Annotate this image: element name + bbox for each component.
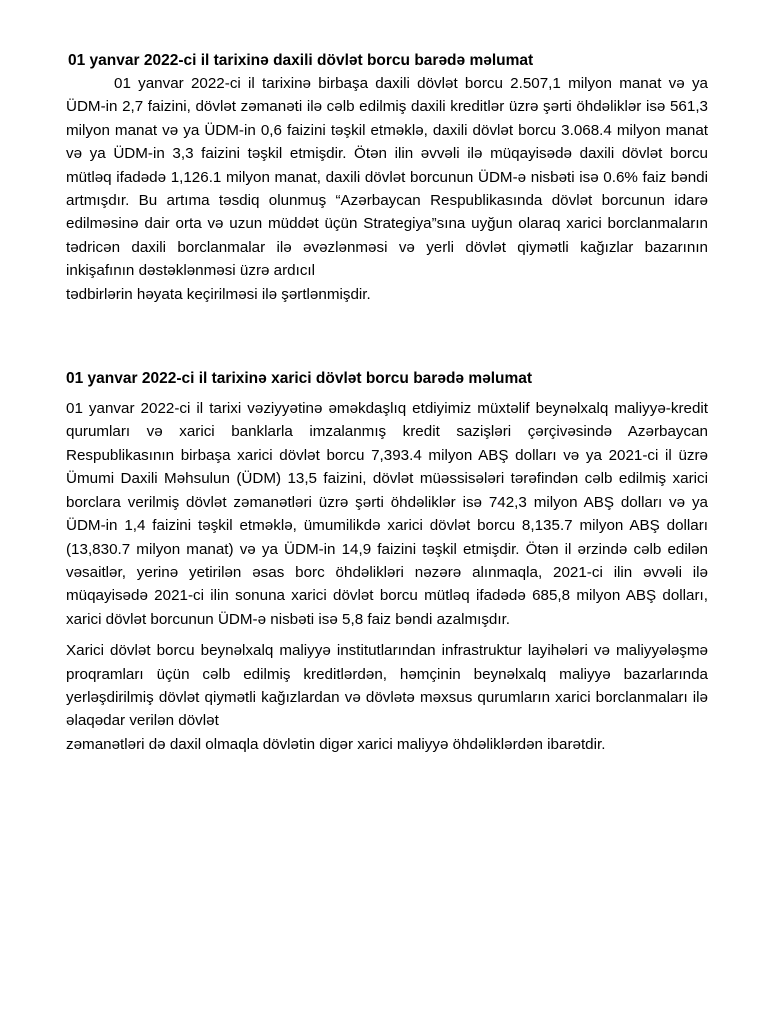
domestic-debt-paragraph-tail: tədbirlərin həyata keçirilməsi ilə şərtlənmişdir. (66, 285, 371, 303)
external-debt-paragraph-2: Xarici dövlət borcu beynəlxalq maliyyə institutlarından infrastruktur layihələri və maliyyələşmə proqramları üçün cəlb edilmiş kreditlərdən, həmçinin beynəlxalq maliyyə bazarlarında yerləşdirilmiş dövlət qiymətli kağızlardan və dövlətə məxsus qurumların xarici borclanmaları ilə əlaqədar verilən dövlət (66, 642, 708, 730)
domestic-debt-heading: 01 yanvar 2022-ci il tarixinə daxili dövlət borcu barədə məlumat (68, 52, 534, 69)
external-debt-heading: 01 yanvar 2022-ci il tarixinə xarici dövlət borcu barədə məlumat (66, 370, 533, 388)
section-spacer (66, 306, 708, 368)
paragraph-spacer (66, 631, 708, 639)
heading-spacer (66, 390, 708, 397)
domestic-debt-paragraph: 01 yanvar 2022-ci il tarixinə birbaşa daxili dövlət borcu 2.507,1 milyon manat və ya ÜDM-in 2,7 faizini, dövlət zəmanəti ilə cəlb edilmiş daxili kreditlər üzrə şərti öhdəliklər isə 561,3 milyon manat və ya ÜDM-in 0,6 faizini təşkil etməklə, daxili dövlət borcu 3.068.4 milyon manat və ya ÜDM-in 3,3 faizini təşkil etmişdir. Ötən ilin əvvəli ilə müqayisədə daxili dövlət borcu mütləq ifadədə 1,126.1 milyon manat, daxili dövlət borcunun ÜDM-ə nisbəti isə 0.6% faiz bəndi artmışdır. Bu artıma təsdiq olunmuş “Azərbaycan Respublikasında dövlət borcunun idarə edilməsinə dair orta və uzun müddət üçün Strategiya”sına uyğun olaraq xarici borclanmaların tədricən daxili borclanmalar ilə əvəzlənməsi və yerli dövlət qiymətli kağızlar bazarının inkişafının dəstəklənməsi üzrə ardıcıl (66, 75, 708, 280)
document-page (66, 50, 708, 756)
external-debt-paragraph-2-tail: zəmanətləri də daxil olmaqla dövlətin digər xarici maliyyə öhdəliklərdən ibarətdir. (66, 735, 606, 753)
external-debt-paragraph-1: 01 yanvar 2022-ci il tarixi vəziyyətinə əməkdaşlıq etdiyimiz müxtəlif beynəlxalq maliyyə-kredit qurumları və xarici banklarla imzalanmış kredit sazişləri çərçivəsində Azərbaycan Respublikasının birbaşa xarici dövlət borcu 7,393.4 milyon ABŞ dolları və ya 2021-ci il üzrə Ümumi Daxili Məhsulun (ÜDM) 13,5 faizini, dövlət müəssisələri tərəfindən cəlb edilmiş xarici borclara verilmiş dövlət zəmanətləri üzrə şərti öhdəliklər isə 742,3 milyon ABŞ dolları və ya ÜDM-in 1,4 faizini təşkil etməklə, ümumilikdə xarici dövlət borcu 8,135.7 milyon ABŞ dolları (13,830.7 milyon manat) və ya ÜDM-in 14,9 faizini təşkil etmişdir. Ötən il ərzində cəlb edilən vəsaitlər, yerinə yetirilən əsas borc öhdəlikləri nəzərə alınmaqla, 2021-ci ilin əvvəli ilə müqayisədə 2021-ci ilin sonuna xarici dövlət borcu mütləq ifadədə 685,8 milyon ABŞ dolları, xarici dövlət borcunun ÜDM-ə nisbəti isə 5,8 faiz bəndi azalmışdır. (66, 400, 708, 628)
